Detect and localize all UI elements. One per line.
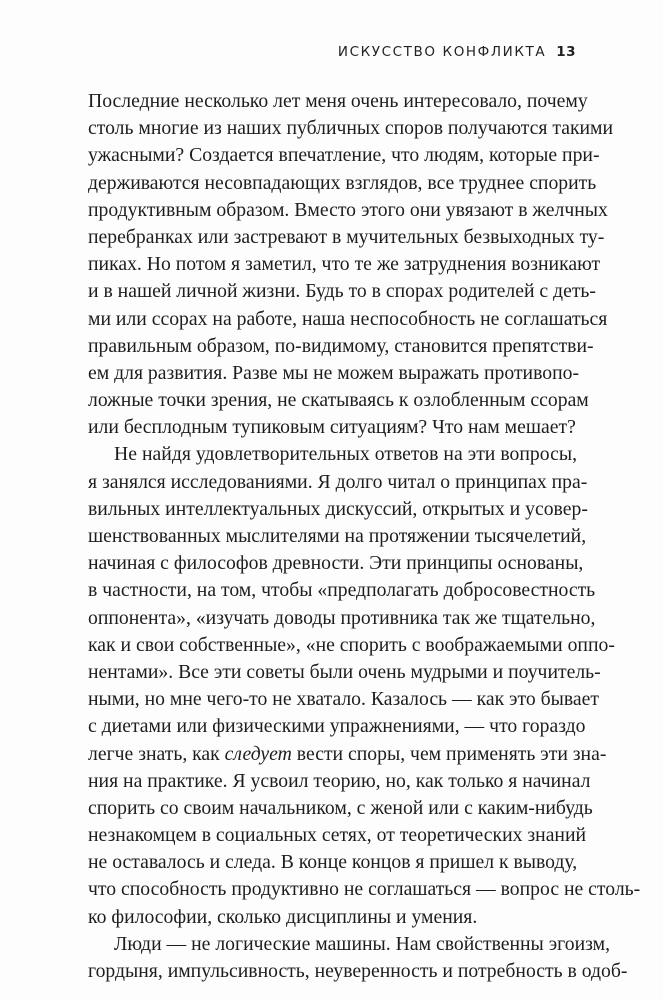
text-line: столь многие из наших публичных споров получаются такими (88, 117, 614, 140)
text-line: вильных интеллектуальных дискуссий, открытых и усовер- (88, 497, 588, 520)
text-line: шенствованных мыслителями на протяжении тысячелетий, (88, 525, 587, 547)
text-line: оппонента», «изучать доводы противника так же тщательно, (88, 606, 596, 629)
text-line: спорить со своим начальником, с женой или с каким-нибудь (88, 796, 593, 819)
running-head (338, 44, 576, 60)
text-line: Не найдя удовлетворительных ответов на эти вопросы, (114, 443, 577, 466)
text-line: перебранках или застревают в мучительных безвыходных ту- (88, 225, 605, 248)
text-line: ния на практике. Я усвоил теорию, но, как только я начинал (88, 769, 591, 792)
text-line: начиная с философов древности. Эти принципы основаны, (88, 552, 584, 575)
text-line: ко философии, сколько дисциплины и умения. (88, 905, 478, 928)
text-line: не оставалось и следа. В конце концов я пришел к выводу, (88, 851, 578, 874)
text-line: незнакомцем в социальных сетях, от теоретических знаний (88, 824, 587, 847)
text-line: пиках. Но потом я заметил, что те же затруднения возникают (88, 253, 601, 276)
text-line: ем для развития. Разве мы не можем выражать противопо- (88, 361, 580, 384)
text-line: ными, но мне чего-то не хватало. Казалось — как это бывает (88, 688, 599, 711)
body-text (88, 88, 641, 985)
text-line: продуктивным образом. Вместо этого они увязают в желчных (88, 198, 608, 221)
text-line: держиваются несовпадающих взглядов, все труднее спорить (88, 171, 597, 194)
emphasis: следует (224, 742, 292, 765)
text-line: что способность продуктивно не соглашаться — вопрос не столь- (88, 878, 641, 901)
text-line: ми или ссорах на работе, наша неспособность не соглашаться (88, 307, 608, 330)
text-line: ложные точки зрения, не скатываясь к озлобленным ссорам (88, 389, 589, 412)
text-line: правильным образом, по-видимому, становится препятстви- (88, 334, 594, 357)
text-line: как и свои собственные», «не спорить с воображаемыми оппо- (88, 633, 615, 656)
text-line: легче знать, как следует вести споры, чем применять эти зна- (88, 742, 607, 765)
text-line: гордыня, импульсивность, неуверенность и потребность в одоб- (88, 960, 628, 982)
text-line: и в нашей личной жизни. Будь то в спорах родителей с деть- (88, 280, 596, 303)
text-line: или бесплодным тупиковым ситуациям? Что нам мешает? (88, 416, 576, 439)
running-title: ИСКУССТВО КОНФЛИКТА (337, 44, 547, 60)
page-number: 13 (556, 44, 576, 60)
text-line: в частности, на том, чтобы «предполагать добросовестность (88, 579, 596, 602)
text-line: я занялся исследованиями. Я долго читал о принципах пра- (88, 470, 588, 493)
text-line: Последние несколько лет меня очень интересовало, почему (88, 90, 588, 112)
text-line: с диетами или физическими упражнениями, — что гораздо (88, 715, 586, 738)
text-line: ужасными? Создается впечатление, что людям, которые при- (88, 144, 600, 167)
text-line: Люди — не логические машины. Нам свойственны эгоизм, (114, 932, 611, 955)
text-line: нентами». Все эти советы были очень мудрыми и поучитель- (88, 660, 601, 683)
